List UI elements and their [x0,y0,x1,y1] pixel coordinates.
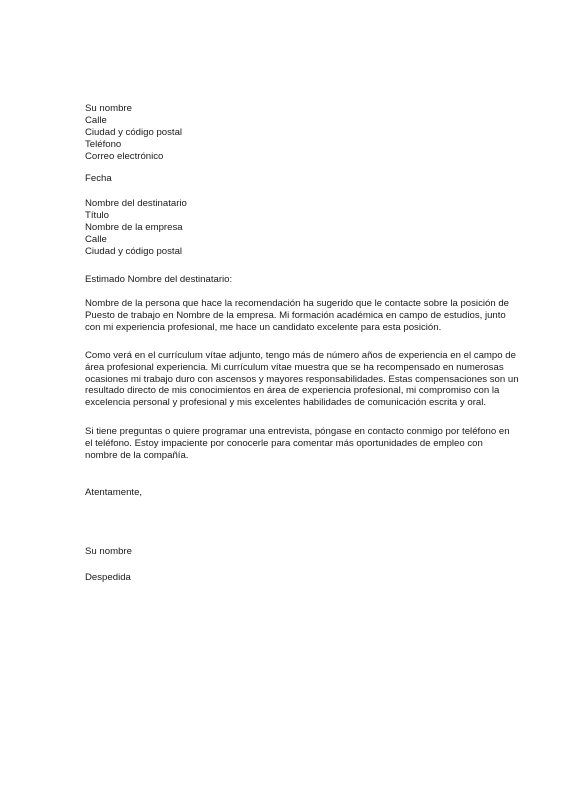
body-paragraph-3 [85,426,510,461]
paragraph-line: el teléfono. Estoy impaciente por conocerle para comentar más oportunidades de empleo con [85,437,483,449]
sender-street: Calle [85,115,107,126]
sender-name: Su nombre [85,103,132,114]
paragraph-line: Puesto de trabajo en Nombre de la empresa. Mi formación académica en campo de estudios, junto [85,309,506,321]
body-paragraph-1 [85,298,509,333]
recipient-street: Calle [85,234,107,245]
letter-date: Fecha [85,173,112,184]
body-paragraph-2 [85,350,519,409]
closing: Atentamente, [85,487,143,498]
recipient-name: Nombre del destinatario [85,198,187,209]
sender-phone: Teléfono [85,139,122,150]
paragraph-line: excelencia personal y profesional y mis excelentes habilidades de comunicación escrita y oral. [85,397,487,409]
paragraph-line: con mi experiencia profesional, me hace un candidato excelente para esta posición. [85,321,442,333]
paragraph-line: nombre de la compañía. [85,449,189,461]
recipient-company: Nombre de la empresa [85,222,183,233]
sender-email: Correo electrónico [85,151,164,162]
paragraph-line: Nombre de la persona que hace la recomendación ha sugerido que le contacte sobre la posición de [85,298,509,309]
paragraph-line: ocasiones mi trabajo duro con ascensos y mayores responsabilidades. Estas compensaciones son un [85,373,519,385]
sender-city-zip: Ciudad y código postal [85,127,183,138]
recipient-city-zip: Ciudad y código postal [85,246,183,257]
paragraph-line: Como verá en el currículum vítae adjunto, tengo más de número años de experiencia en el campo de [85,350,516,361]
farewell: Despedida [85,572,131,583]
paragraph-line: área profesional experiencia. Mi currículum vítae muestra que se ha recompensado en numerosas [85,361,504,373]
paragraph-line: Si tiene preguntas o quiere programar una entrevista, póngase en contacto conmigo por teléfono en [85,426,510,437]
greeting: Estimado Nombre del destinatario: [85,274,233,285]
recipient-title: Título [85,210,109,221]
paragraph-line: resultado directo de mis conocimientos en área de experiencia profesional, mi compromiso con la [85,385,500,397]
signature-name: Su nombre [85,546,132,557]
